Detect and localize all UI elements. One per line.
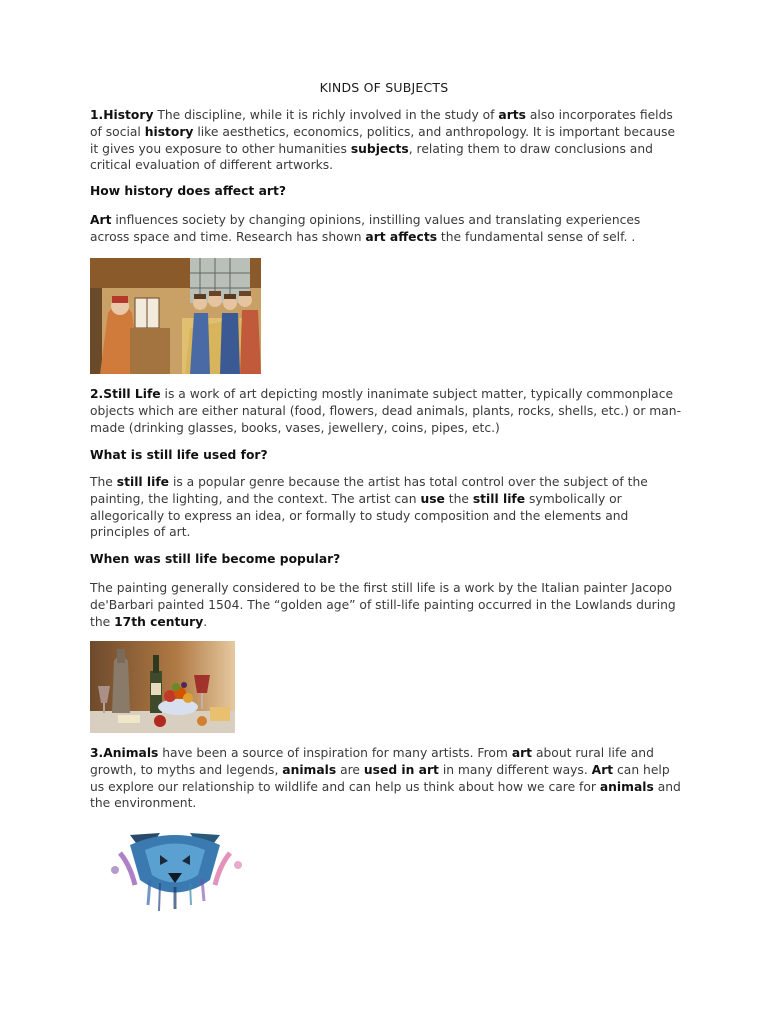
text-run-bold: still life: [116, 475, 170, 489]
text-run: in many different ways.: [438, 762, 592, 777]
text-run-bold: animals: [282, 762, 337, 777]
text-run: The: [90, 475, 117, 489]
text-run-bold: Art: [591, 762, 614, 777]
text-run-bold: 17th century: [114, 614, 204, 629]
still-life-question-1: What is still life used for?: [90, 448, 268, 462]
text-run: influences society by changing opinions, instilling values and translating experiences across space and time. Research has shown: [90, 213, 641, 244]
still-life-question-2: When was still life become popular?: [90, 552, 341, 566]
text-run: and the environment.: [90, 779, 681, 811]
text-run: have been a source of inspiration for many artists. From: [158, 746, 512, 760]
animals-paragraph: [90, 745, 682, 812]
text-run: .: [203, 614, 208, 629]
text-run: , relating them to draw conclusions and critical evaluation of different artworks.: [90, 141, 653, 173]
history-paragraph: [90, 107, 682, 174]
text-run-bold: arts: [498, 108, 526, 122]
history-answer: [90, 212, 682, 246]
page-title: KINDS OF SUBJECTS: [319, 80, 449, 95]
text-run: like aesthetics, economics, politics, and anthropology. It is important because it gives you exposure to other humanities: [90, 124, 676, 156]
text-run-bold: use: [420, 491, 445, 506]
text-run-bold: animals: [599, 779, 654, 794]
text-run: can help us explore our relationship to wildlife and can help us think about how we care for: [90, 762, 670, 794]
text-run-bold: still life: [472, 491, 526, 506]
text-run-bold: art: [511, 746, 533, 760]
still-life-answer-2: [90, 580, 682, 630]
text-run-bold: history: [144, 124, 194, 139]
still-life-paragraph: [90, 386, 682, 436]
text-run-bold: art affects: [365, 229, 438, 244]
text-run: also incorporates fields of social: [90, 108, 673, 139]
still-life-answer-1: [90, 474, 682, 541]
still-life-heading: 2.Still Life: [90, 387, 161, 401]
text-run-bold: used in art: [363, 762, 439, 777]
text-run-bold: subjects: [350, 141, 409, 156]
medieval-painting-image: [90, 258, 261, 374]
text-run: The painting generally considered to be the first still life is a work by the Italian painter Jacopo de'Barbari painted 1504. The “golden age” of still-life painting occurred in the Lowlands during the: [90, 581, 676, 629]
text-run: the fundamental sense of self. .: [437, 229, 636, 244]
text-run: is a popular genre because the artist has total control over the subject of the painting, the lighting, and the context. The artist can: [90, 475, 648, 506]
text-run: The discipline, while it is richly involved in the study of: [153, 108, 499, 122]
still-life-painting-image: [90, 641, 235, 733]
wolf-watercolor-image: [90, 825, 260, 911]
text-run-bold: Art: [90, 213, 112, 227]
text-run: is a work of art depicting mostly inanimate subject matter, typically commonplace objects which are either natural (food, flowers, dead animals, plants, rocks, shells, etc.) or man-made (drinking glasses, books, vases, jewellery, coins, pipes, etc.): [90, 387, 682, 435]
animals-heading: 3.Animals: [90, 746, 159, 760]
text-run: symbolically or allegorically to express an idea, or formally to study composition and the elements and principles of art.: [90, 491, 629, 540]
text-run: the: [444, 491, 473, 506]
history-heading: 1.History: [90, 108, 154, 122]
text-run: are: [336, 762, 364, 777]
text-run: about rural life and growth, to myths and legends,: [90, 746, 654, 777]
history-question: How history does affect art?: [90, 184, 286, 198]
